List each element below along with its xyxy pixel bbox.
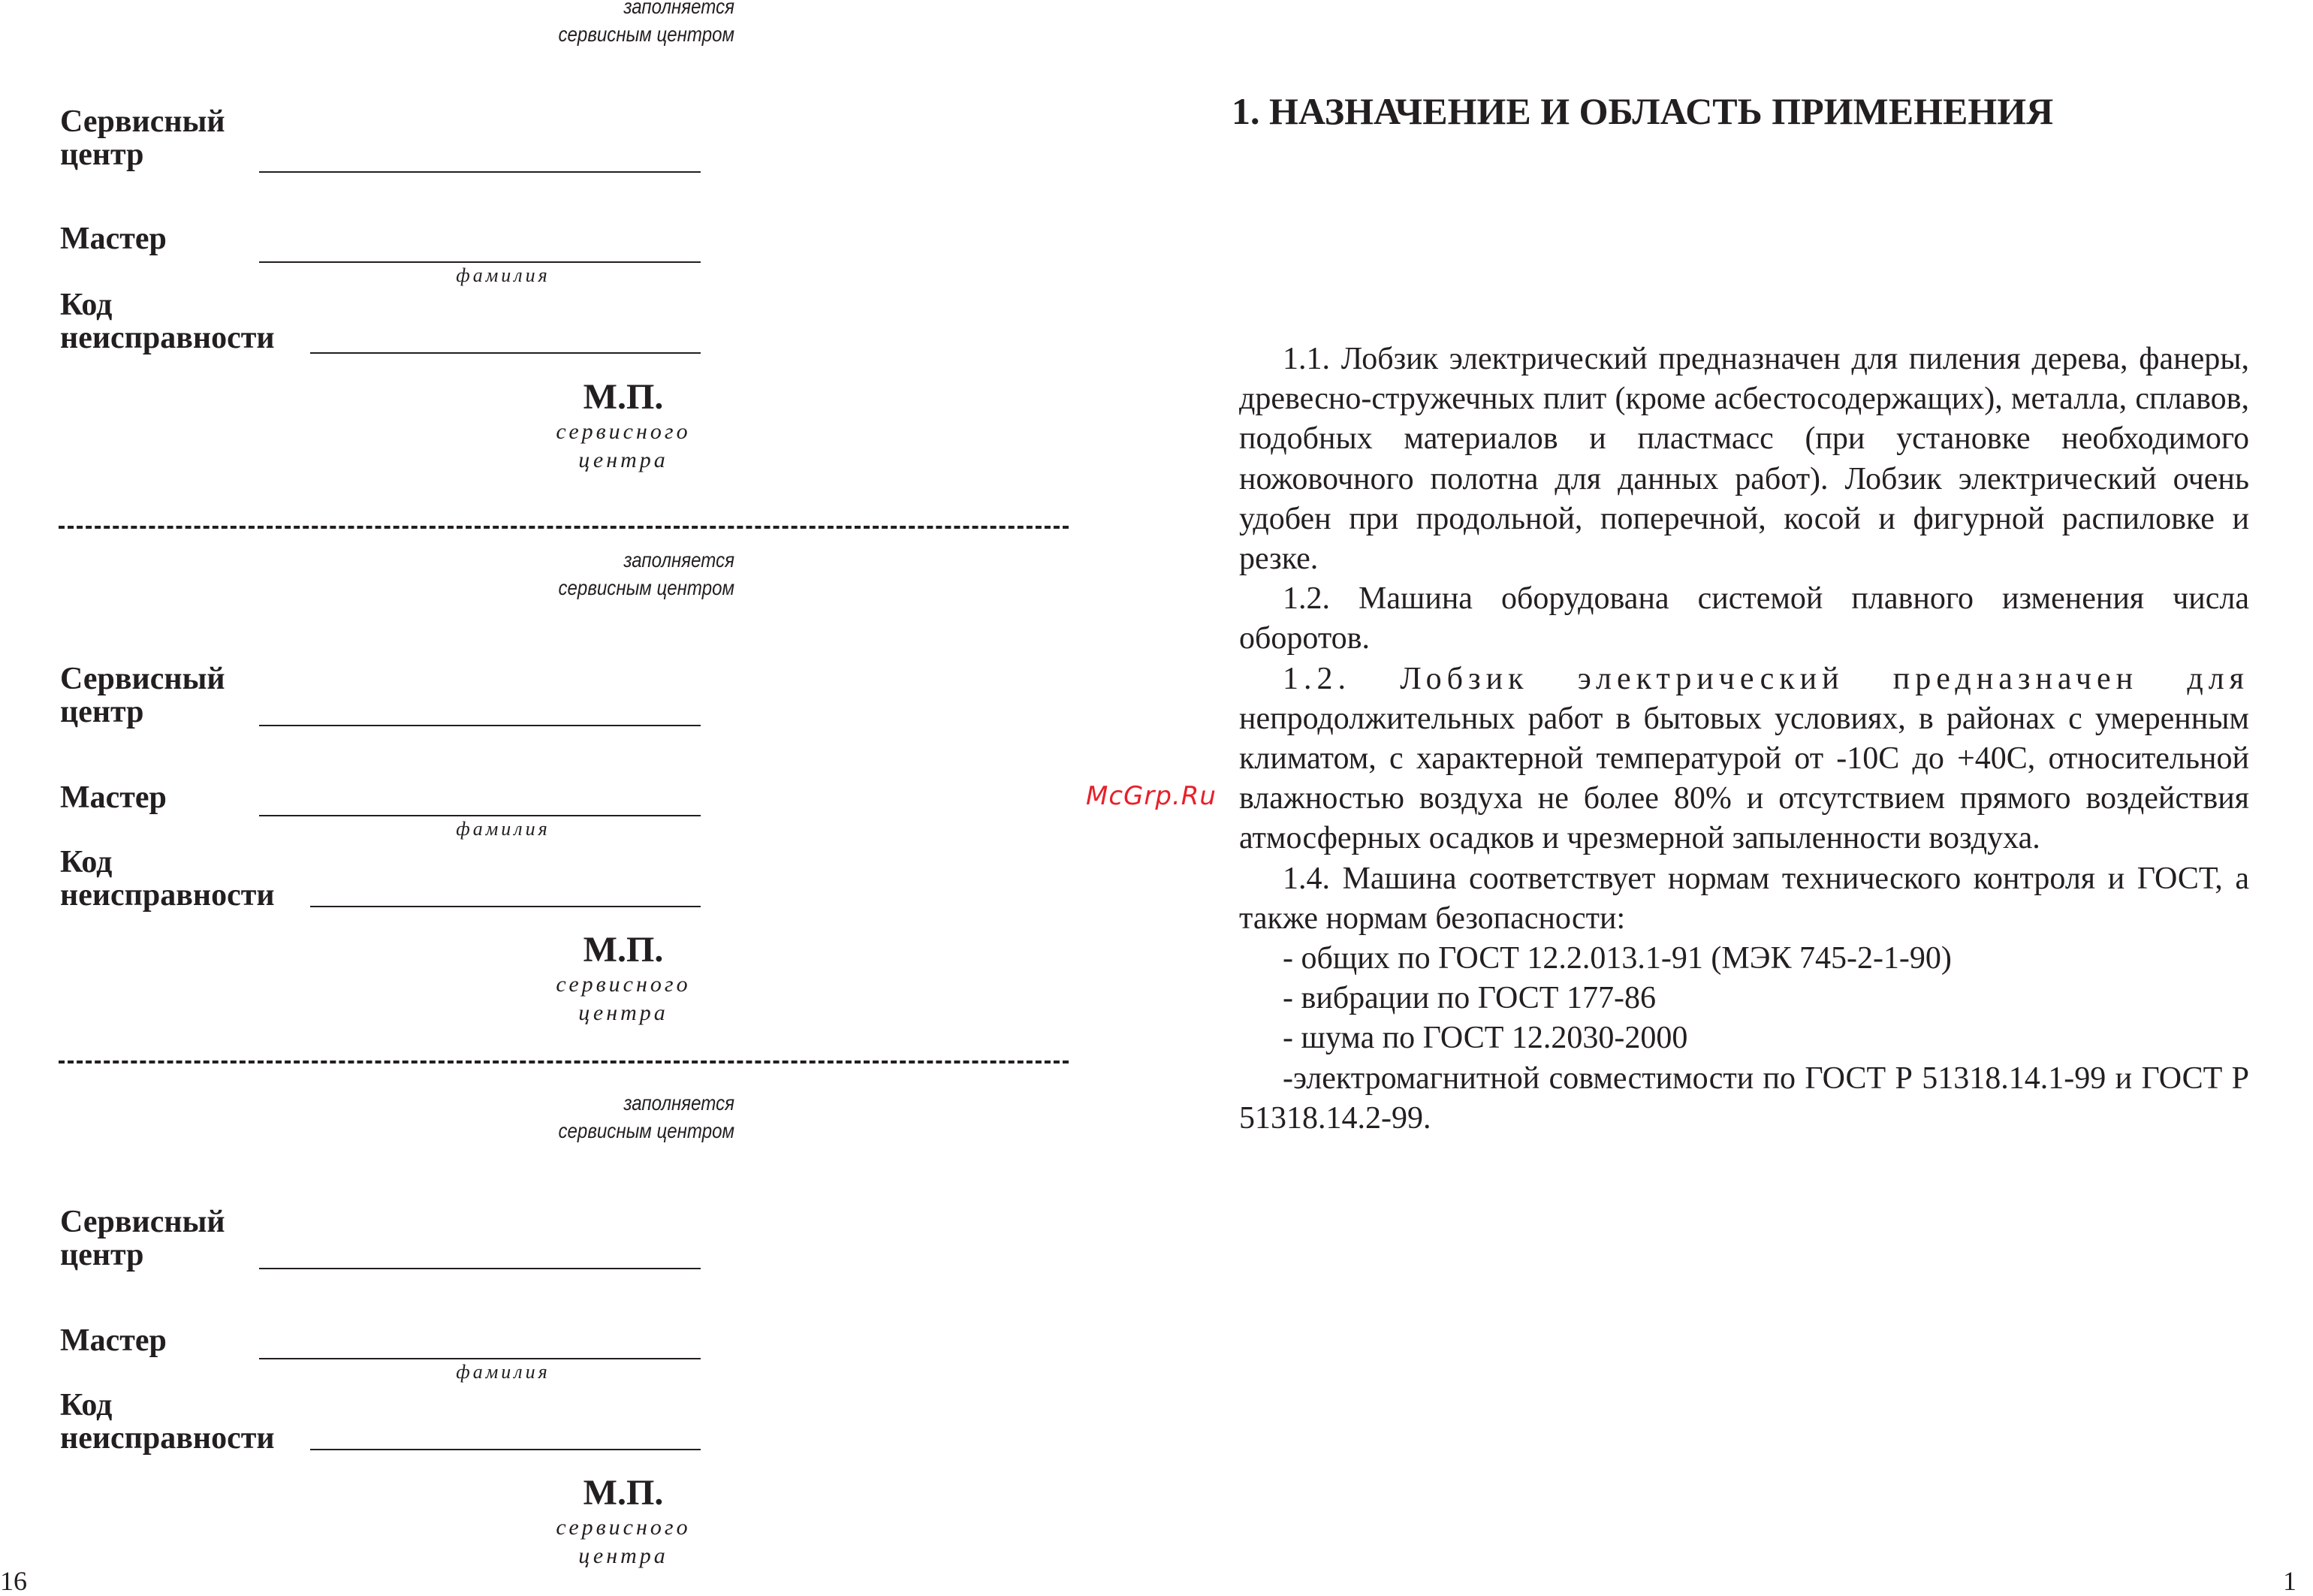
surname-caption: фамилия (456, 264, 550, 286)
service-center-label: Сервисный центр (60, 662, 225, 729)
service-center-label: Сервисный центр (60, 104, 225, 172)
master-field[interactable] (259, 815, 701, 816)
stamp-caption: сервисного центра (556, 1515, 691, 1568)
note-line: заполняется (623, 548, 734, 572)
list-item: -электромагнитной совместимости по ГОСТ Р 51318.14.1-99 и ГОСТ Р 51318.14.2-99. (1239, 1060, 2249, 1136)
section-heading: 1. НАЗНАЧЕНИЕ И ОБЛАСТЬ ПРИМЕНЕНИЯ (1232, 90, 2054, 132)
stamp-caption: сервисного центра (556, 419, 691, 472)
stamp-label: М.П. (583, 1473, 664, 1513)
paragraph: 1.2. Машина оборудована системой плавного изменения числа оборотов. (1239, 581, 2249, 656)
paragraph: непродолжительных работ в бытовых условиях, в районах с умеренным климатом, с характерной температурой от -10С до +40С, относительной влажностью воздуха не более 80% и отсутствием прямого воздействия атмосферных осадков и чрезмерной запыленности воздуха. (1239, 701, 2249, 856)
defect-code-label: Код неисправности (60, 845, 275, 913)
note-line: сервисным центром (558, 576, 734, 599)
defect-code-field[interactable] (310, 1449, 701, 1450)
master-label: Мастер (60, 780, 167, 815)
defect-code-field[interactable] (310, 352, 701, 354)
cut-line (59, 1060, 1069, 1063)
watermark-text: McGrp.Ru (1086, 781, 1217, 811)
defect-code-field[interactable] (310, 906, 701, 907)
page-number: 1 (2283, 1566, 2296, 1596)
cut-line (59, 526, 1069, 529)
service-center-note (503, 1089, 734, 1145)
defect-code-label: Код неисправности (60, 288, 275, 355)
service-center-field[interactable] (259, 171, 701, 173)
surname-caption: фамилия (456, 1361, 550, 1383)
paragraph: 1.2. Лобзик электрический предназначен для (1283, 661, 2249, 696)
list-item: - вибрации по ГОСТ 177-86 (1283, 981, 1656, 1016)
paragraph: 1.4. Машина соответствует нормам технического контроля и ГОСТ, а также нормам безопасности: (1239, 861, 2249, 936)
master-field[interactable] (259, 261, 701, 263)
paragraph: 1.1. Лобзик электрический предназначен для пиления дерева, фанеры, древесно-стружечных плит (кроме асбестосодержащих), металла, сплавов, подобных материалов и пластмасс (при установке необходимого ножовочного полотна для данных работ). Лобзик электрический очень удобен при продольной, поперечной, косой и фигурной распиловке и резке. (1239, 342, 2249, 577)
right-page (1156, 0, 2313, 1595)
stamp-caption: сервисного центра (556, 972, 691, 1025)
note-line: сервисным центром (558, 1119, 734, 1142)
list-item: - шума по ГОСТ 12.2030-2000 (1283, 1021, 1688, 1056)
page-number: 16 (0, 1566, 27, 1596)
master-field[interactable] (259, 1358, 701, 1359)
left-page (0, 0, 1081, 1595)
defect-code-label: Код неисправности (60, 1388, 275, 1456)
service-center-field[interactable] (259, 725, 701, 726)
service-center-note (503, 0, 734, 48)
note-line: заполняется (623, 0, 734, 18)
service-center-note (503, 546, 734, 602)
note-line: сервисным центром (558, 23, 734, 46)
list-item: - общих по ГОСТ 12.2.013.1-91 (МЭК 745-2-1-90) (1283, 941, 1952, 976)
surname-caption: фамилия (456, 818, 550, 840)
service-center-field[interactable] (259, 1268, 701, 1269)
note-line: заполняется (623, 1091, 734, 1115)
service-center-label: Сервисный центр (60, 1205, 225, 1272)
section-body (1239, 339, 2249, 1139)
master-label: Мастер (60, 1323, 167, 1358)
master-label: Мастер (60, 222, 167, 256)
stamp-label: М.П. (583, 930, 664, 970)
stamp-label: М.П. (583, 377, 664, 417)
